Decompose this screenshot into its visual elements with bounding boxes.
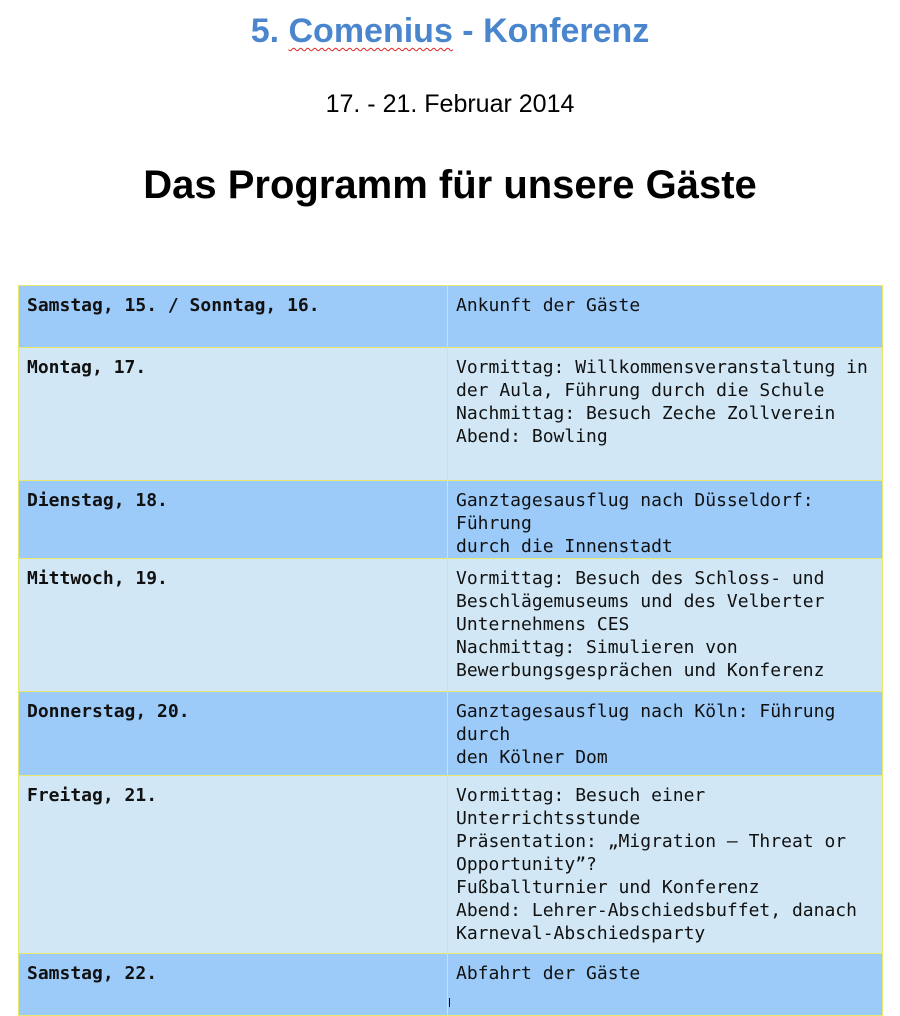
text-cursor (449, 998, 450, 1007)
activity-cell: Ganztagesausflug nach Düsseldorf: Führung durch die Innenstadt (448, 481, 883, 559)
day-cell: Donnerstag, 20. (19, 692, 448, 776)
table-row (19, 776, 883, 954)
day-cell: Mittwoch, 19. (19, 559, 448, 692)
table-row (19, 481, 883, 559)
title-suffix: - Konferenz (452, 12, 650, 50)
day-cell: Samstag, 15. / Sonntag, 16. (19, 286, 448, 348)
table-row (19, 954, 883, 1016)
document-title (0, 10, 900, 52)
table-row (19, 692, 883, 776)
day-cell: Montag, 17. (19, 348, 448, 481)
program-heading: Das Programm für unsere Gäste (143, 163, 757, 207)
conference-dates: 17. - 21. Februar 2014 (325, 90, 575, 118)
activity-cell: Ankunft der Gäste (448, 286, 883, 348)
table-row (19, 559, 883, 692)
title-spellcheck-word: Comenius (288, 12, 453, 50)
day-cell: Samstag, 22. (19, 954, 448, 1016)
activity-cell: Vormittag: Willkommensveranstaltung in der Aula, Führung durch die Schule Nachmittag: Besuch Zeche Zollverein Abend: Bowling (448, 348, 883, 481)
activity-cell: Abfahrt der Gäste (448, 954, 883, 1016)
activity-cell: Ganztagesausflug nach Köln: Führung durch den Kölner Dom (448, 692, 883, 776)
title-prefix: 5. (250, 12, 289, 50)
table-row (19, 348, 883, 481)
day-cell: Dienstag, 18. (19, 481, 448, 559)
table-row (19, 286, 883, 348)
activity-cell: Vormittag: Besuch des Schloss- und Beschlägemuseums und des Velberter Unternehmens CES Nachmittag: Simulieren von Bewerbungsgesprächen und Konferenz (448, 559, 883, 692)
activity-cell: Vormittag: Besuch einer Unterrichtsstunde Präsentation: „Migration – Threat or Opportunity”? Fußballturnier und Konferenz Abend: Lehrer-Abschiedsbuffet, danach Karneval-Abschiedsparty (448, 776, 883, 954)
schedule-table (18, 285, 883, 1016)
day-cell: Freitag, 21. (19, 776, 448, 954)
